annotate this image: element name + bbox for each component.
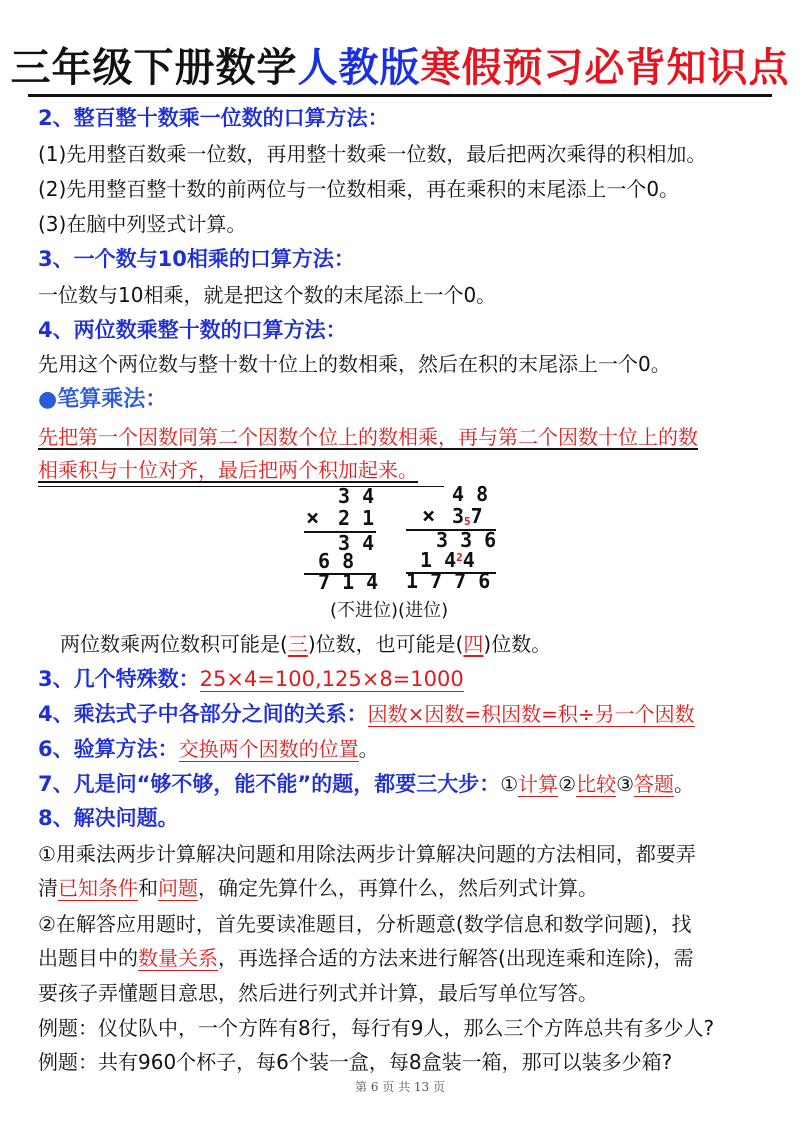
calc2-factor-b (452, 504, 483, 528)
section-8-p2-line-2 (38, 944, 694, 972)
calc2-carry-1: 5 (464, 515, 471, 528)
step-2-number: ② (558, 772, 577, 796)
section-8-heading: 8、解决问题。 (38, 806, 179, 830)
calc1-partial-1: 3 4 (338, 531, 375, 555)
title-part-edition: 人教版 (297, 45, 421, 91)
relation-value: 因数×因数=积因数=积÷另一个因数 (367, 702, 695, 726)
check-method-value: 交换两个因数的位置 (178, 737, 359, 761)
title-underline (28, 94, 772, 97)
title-part-topic: 寒假预习必背知识点 (420, 45, 790, 91)
calc2-partial-2-last: 4 (462, 548, 475, 572)
check-method-label: 6、验算方法： (38, 737, 179, 761)
calc-caption: (不进位)(进位) (330, 600, 449, 621)
calc1-factor-a: 3 4 (338, 484, 375, 508)
p2-pre: 出题目中的 (38, 946, 138, 970)
section-8-p1-line-2 (38, 874, 598, 902)
calc2-factor-a: 4 8 (452, 482, 489, 506)
section-4-heading: 4、两位数乘整十数的口算方法： (38, 318, 347, 342)
known-conditions: 已知条件 (58, 876, 138, 900)
section-4-line-1: 先用这个两位数与整十数十位上的数相乘，然后在积的末尾添上一个0。 (38, 352, 671, 376)
three-steps-end: 。 (674, 772, 695, 796)
written-rule-line-1 (38, 423, 698, 451)
calc2-factor-b-ones: 7 (470, 504, 483, 528)
three-steps-label: 7、凡是问“够不够，能不能”的题，都要三大步： (38, 772, 501, 796)
p2-post: ，再选择合适的方法来进行解答(出现连乘和连除)，需 (218, 946, 694, 970)
digit-count-a: 三 (287, 632, 308, 656)
rule-underline-extension (38, 486, 444, 487)
calc2-partial-2-digits: 1 4 (420, 548, 457, 572)
example-1: 例题：仪仗队中，一个方阵有8行，每行有9人，那么三个方阵总共有多少人? (38, 1016, 715, 1040)
written-rule-line-2 (38, 456, 418, 484)
calc2-times-sign: × (422, 504, 436, 529)
p1-pre: 清 (38, 876, 58, 900)
example-2: 例题：共有960个杯子，每6个装一盒，每8盒装一箱，那可以装多少箱? (38, 1050, 673, 1074)
step-2-value: 比较 (576, 772, 617, 796)
calc1-factor-b: 2 1 (338, 506, 375, 530)
three-steps-line (38, 770, 694, 798)
written-rule-text-2: 相乘积与十位对齐，最后把两个积加起来。 (38, 458, 418, 482)
section-2-line-3: (3)在脑中列竖式计算。 (38, 212, 247, 236)
section-3-heading: 3、一个数与10相乘的口算方法： (38, 247, 355, 271)
step-3-number: ③ (616, 772, 635, 796)
question-term: 问题 (158, 876, 198, 900)
digit-count-line (60, 630, 551, 658)
calc1-sum: 7 1 4 (318, 570, 379, 594)
step-1-number: ① (500, 772, 519, 796)
digit-count-post: )位数。 (483, 632, 552, 656)
section-3-line-1: 一位数与10相乘，就是把这个数的末尾添上一个0。 (38, 283, 497, 307)
calc1-partial-2: 6 8 (318, 549, 355, 573)
calc2-carry-2: 2 (456, 551, 463, 564)
digit-count-b: 四 (463, 632, 484, 656)
title-part-grade: 三年级下册数学 (10, 45, 298, 91)
relation-label: 4、乘法式子中各部分之间的关系： (38, 702, 368, 726)
special-numbers-value: 25×4=100,125×8=1000 (199, 667, 464, 691)
written-rule-text-1: 先把第一个因数同第二个因数个位上的数相乘，再与第二个因数十位上的数 (38, 425, 698, 449)
page-footer: 第 6 页 共 13 页 (355, 1080, 445, 1094)
step-1-value: 计算 (518, 772, 559, 796)
section-8-p2-line-3: 要孩子弄懂题目意思，然后进行列式并计算，最后写单位写答。 (38, 981, 598, 1005)
written-mult-heading: ●笔算乘法： (38, 387, 168, 412)
p1-post: ，确定先算什么，再算什么，然后列式计算。 (198, 876, 598, 900)
check-method-end: 。 (358, 737, 379, 761)
section-2-line-2: (2)先用整百整十数的前两位与一位数相乘，再在乘积的末尾添上一个0。 (38, 177, 680, 201)
section-8-p2-line-1: ②在解答应用题时，首先要读准题目，分析题意(数学信息和数学问题)，找 (38, 912, 692, 936)
check-method-line (38, 735, 379, 763)
calc1-times-sign: × (306, 506, 320, 531)
p1-mid: 和 (138, 876, 158, 900)
calc2-sum: 1 7 7 6 (406, 569, 491, 593)
calc2-partial-1: 3 3 6 (436, 528, 497, 552)
step-3-value: 答题 (634, 772, 675, 796)
relation-line (38, 700, 695, 728)
section-2-heading: 2、整百整十数乘一位数的口算方法： (38, 106, 389, 130)
quantity-relation: 数量关系 (138, 946, 218, 970)
page-title (0, 36, 800, 93)
section-2-line-1: (1)先用整百数乘一位数，再用整十数乘一位数，最后把两次乘得的积相加。 (38, 142, 707, 166)
special-numbers-line (38, 665, 464, 693)
digit-count-mid: )位数，也可能是( (307, 632, 464, 656)
special-numbers-label: 3、几个特殊数： (38, 667, 200, 691)
digit-count-pre: 两位数乘两位数积可能是( (60, 632, 288, 656)
section-8-p1-line-1: ①用乘法两步计算解决问题和用除法两步计算解决问题的方法相同，都要弄 (38, 842, 696, 866)
calc2-factor-b-tens: 3 (452, 504, 465, 528)
